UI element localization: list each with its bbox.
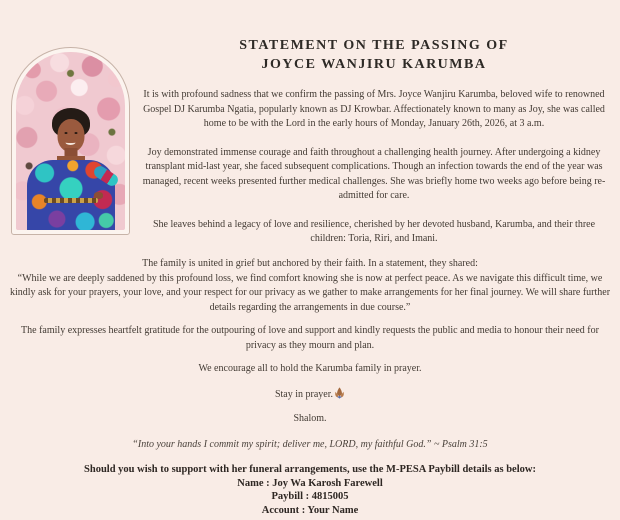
family-statement-intro: The family is united in grief but anchored by their faith. In a statement, they shared: (142, 258, 478, 269)
statement-paragraph-2: Joy demonstrated immense courage and faith throughout a challenging health journey. After undergoing a kidney transplant mid-last year, she faced subsequent complications. Though an infection towards the end of the year was managed, recent weeks presented further medical challenges. She was briefly home two weeks ago before being re-admitted for care. (142, 146, 606, 201)
funeral-support-section (8, 463, 612, 517)
stay-in-prayer-text: Stay in prayer. (274, 388, 334, 400)
portrait-eye-left (64, 132, 67, 134)
stay-in-prayer-line (8, 387, 612, 403)
paybill-name-line: Name : Joy Wa Karosh Farewell (237, 477, 383, 489)
statement-paragraph-4 (8, 257, 612, 315)
statement-paragraph-5: The family expresses heartfelt gratitude for the outpouring of love and support and kindly requests the public and media to honour their need for privacy as they mourn and plan. (21, 325, 599, 351)
support-heading: Should you wish to support with her funeral arrangements, use the M-PESA Paybill details as below: (84, 464, 536, 475)
family-statement-quote: “While we are deeply saddened by this profound loss, we find comfort knowing she is now at perfect peace. As we navigate this difficult time, we kindly ask for your prayers, your love, and your respect for our privacy as we gather to make arrangements for her final journey. We will share further details regarding the arrangements in due course.” (9, 272, 611, 313)
portrait-photo (16, 52, 125, 230)
portrait-eye-right (74, 132, 77, 134)
paybill-account-line: Account : Your Name (261, 504, 359, 516)
scripture-quote: “Into your hands I commit my spirit; deliver me, LORD, my faithful God.” ~ Psalm 31:5 (132, 438, 488, 450)
paybill-number-line: Paybill : 4815005 (271, 491, 349, 502)
statement-body-column (8, 257, 612, 517)
portrait-belt (44, 198, 98, 203)
statement-paragraph-6: We encourage all to hold the Karumba family in prayer. (198, 363, 422, 374)
statement-header-column (136, 36, 612, 247)
portrait-smile (66, 140, 76, 145)
statement-paragraph-1: It is with profound sadness that we confirm the passing of Mrs. Joyce Wanjiru Karumba, beloved wife to renowned Gospel DJ Karumba Ngatia, popularly known as DJ Krowbar. Affectionately known to many as Joy, she was called home to be with the Lord in the early hours of Monday, January 26th, 2026, at 3 a.m. (143, 89, 605, 129)
praying-hands-icon (334, 387, 345, 399)
page-title-line2: JOYCE WANJIRU KARUMBA (261, 57, 487, 72)
shalom-line: Shalom. (293, 413, 327, 424)
statement-paragraph-3: She leaves behind a legacy of love and resilience, cherished by her devoted husband, Karumba, and their three children: Toria, Riri, and Imani. (152, 218, 596, 244)
portrait-photo-frame (11, 47, 130, 235)
page-title-line1: STATEMENT ON THE PASSING OF (239, 38, 509, 53)
